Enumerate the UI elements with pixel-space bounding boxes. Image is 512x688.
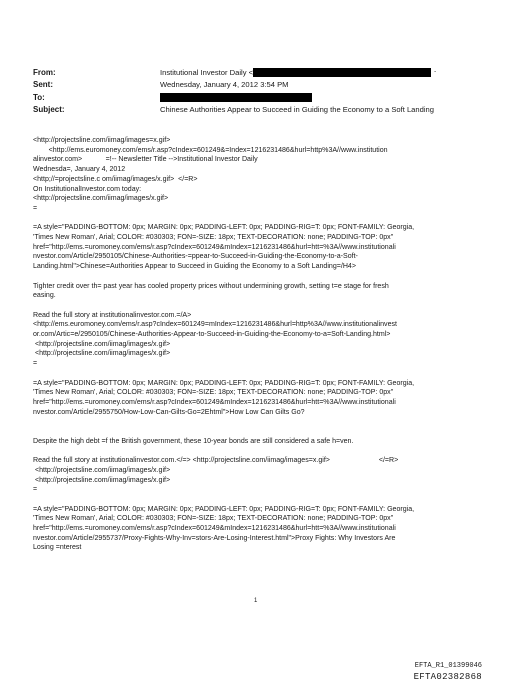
body-line: href="http://ems.=uromoney.com/ems/r.asp?cIndex=601249&mIndex=1216231486&hurl=htt=%3A//www.institutionali — [33, 243, 396, 251]
email-header — [33, 66, 483, 116]
body-line — [33, 369, 485, 379]
from-value: Institutional Investor Daily < — [160, 67, 254, 77]
body-line — [33, 214, 485, 224]
body-line: alinvestor.com> =!-- Newsletter Title -->Institutional Investor Daily — [33, 156, 258, 164]
body-line: or.com/Artic=e/2950105/Chinese-Authorities-Appear-to-Succeed-in-Guiding-the-Economy-to-a=Soft-Landing.html> — [33, 331, 391, 339]
body-line — [33, 495, 485, 505]
body-line: <http://ems.euromoney.com/ems/r.asp?cIndex=601249&=Index=1216231486&hurl=http%3A//www.institution — [33, 146, 388, 154]
body-line: href="http://ems.=uromoney.com/ems/r.asp?cIndex=601249&mIndex=1216231486&hurl=htt=%3A//www.institutionali — [33, 525, 396, 532]
body-line — [33, 417, 485, 427]
email-body — [33, 136, 485, 553]
body-line: Tighter credit over th= past year has cooled property prices without undermining growth, setting t=e stage for fresh — [33, 282, 389, 290]
body-line: <http;//=projectsline.c om/iimag/images/x.gif> </=R> — [33, 175, 198, 183]
body-line: nvestor.com/Article/2955737/Proxy-Fights-Why-Inv=stors-Are-Losing-Interest.html">Proxy Fights: Why Investors Are — [33, 534, 396, 542]
body-line: Losing =nterest — [33, 544, 82, 552]
to-label: To: — [33, 92, 45, 102]
subject-row — [33, 104, 483, 117]
body-line: <http://projectsline.com/iimag/images/x.gif> — [33, 476, 171, 484]
body-line: <http://ems.euromoney.com/ems/r.asp?cIndex=601249=mIndex=1216231486&hurl=http%3A//www.institutionalinvest — [33, 321, 397, 329]
body-line: = — [33, 360, 38, 368]
body-line: =A style="PADDING-BOTTOM: 0px; MARGIN: 0px; PADDING-LEFT: 0px; PADDING-RIG=T: 0px; FONT-FAMILY: Georgia, — [33, 224, 415, 232]
subject-value: Chinese Authorities Appear to Succeed in Guiding the Economy to a Soft Landing — [160, 105, 434, 115]
body-line: Read the full story at institutionalinvestor.com.</=> <http://projectsline.com/iimag/images=x.gif> </=R> — [33, 457, 399, 465]
body-line: href="http://ems.=uromoney.com/ems/r.asp?cIndex=601249&mIndex=1216231486&hurl=htt=%3A//www.institutionali — [33, 398, 396, 406]
body-line — [33, 272, 485, 282]
body-line: <http://projectsline.com/iimag/images/x.gif> — [33, 350, 171, 358]
body-line: 'Times New Roman', Arial; COLOR: #030303; FON=-SIZE: 18px; TEXT-DECORATION: none; PADDING-TOP: 0px" — [33, 515, 394, 523]
from-label: From: — [33, 67, 56, 77]
sent-row — [33, 79, 483, 92]
body-line: =A style="PADDING-BOTTOM: 0px; MARGIN: 0px; PADDING-LEFT: 0px; PADDING-RIG=T: 0px; FONT-FAMILY: Georgia, — [33, 505, 415, 513]
body-line: 'Times New Roman', Arial; COLOR: #030303; FON=-SIZE: 18px; TEXT-DECORATION: none; PADDING-TOP: 0px" — [33, 234, 394, 242]
body-line: Wednesda=, January 4, 2012 — [33, 166, 126, 174]
bates-number: EFTA02382868 — [413, 672, 482, 682]
body-line: nvestor.com/Article/2950105/Chinese-Authorities-=ppear-to-Succeed-in-Guiding-the-Economy-to-a-Soft- — [33, 253, 358, 261]
body-line: Despite the high debt =f the British government, these 10-year bonds are still considered a safe h=ven. — [33, 437, 354, 445]
body-line: On InstitutionalInvestor.com today: — [33, 185, 142, 193]
from-row — [33, 66, 483, 79]
to-row — [33, 91, 483, 104]
body-line: <http://projectsline.com/iimag/images/x.gif> — [33, 195, 169, 203]
body-line: <http://projectsline.com/iimag/images=x.gif> — [33, 137, 171, 144]
from-tail: - — [434, 69, 437, 76]
sent-label: Sent: — [33, 80, 53, 90]
body-line: Landing.html">Chinese=Authorities Appear to Succeed in Guiding the Economy to a Soft Landing=/H4> — [33, 263, 356, 271]
body-line: = — [33, 204, 38, 212]
body-line: <http://projectsline.com/iimag/images/x.gif> — [33, 466, 171, 474]
page-number: 1 — [254, 598, 258, 604]
body-line — [33, 427, 485, 437]
body-line — [33, 301, 485, 311]
body-line: =A style="PADDING-BOTTOM: 0px; MARGIN: 0px; PADDING-LEFT: 0px; PADDING-RIG=T: 0px; FONT-FAMILY: Georgia, — [33, 379, 415, 387]
footer-reference: EFTA_R1_01399046 — [414, 662, 482, 670]
body-line: = — [33, 486, 38, 494]
redaction-bar — [253, 68, 431, 77]
sent-value: Wednesday, January 4, 2012 3:54 PM — [160, 80, 289, 90]
redaction-bar — [160, 93, 312, 102]
body-line — [33, 446, 485, 456]
body-line: Read the full story at institutionalinvestor.com.=/A> — [33, 311, 192, 319]
body-line: easing. — [33, 292, 56, 300]
body-line: <http://projectsline.com/iimag/images/x.gif> — [33, 340, 171, 348]
body-line: 'Times New Roman', Arial; COLOR: #030303; FON=-SIZE: 18px; TEXT-DECORATION: none; PADDING-TOP: 0px" — [33, 389, 394, 397]
body-line: nvestor.com/Article/2955750/How-Low-Can-Gilts-Go=2Ehtml">How Low Can Gilts Go? — [33, 408, 305, 416]
subject-label: Subject: — [33, 105, 65, 115]
